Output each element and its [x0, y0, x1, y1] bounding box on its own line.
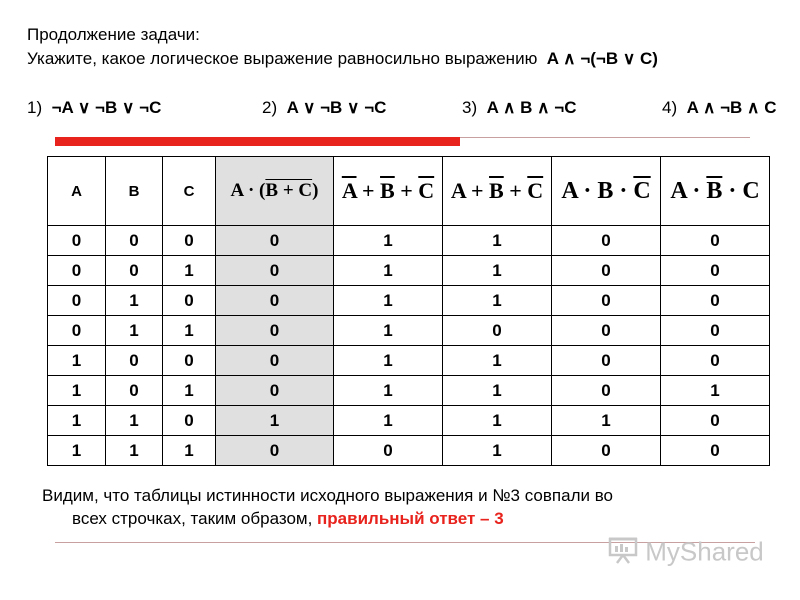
table-cell: 1	[334, 256, 443, 286]
table-cell: 0	[216, 376, 334, 406]
answer-options	[27, 98, 797, 120]
table-cell: 1	[48, 346, 106, 376]
table-cell: 1	[443, 256, 552, 286]
table-cell: 1	[163, 316, 216, 346]
table-row	[48, 286, 770, 316]
table-cell: 0	[48, 226, 106, 256]
header-expr-5: $A \cdot \overline{B} \cdot C$	[661, 157, 770, 226]
table-cell: 0	[106, 376, 163, 406]
truth-table	[47, 156, 770, 466]
table-cell: 1	[334, 286, 443, 316]
option-2-number: 2)	[262, 98, 278, 117]
option-3	[462, 98, 576, 118]
table-cell: 0	[216, 256, 334, 286]
table-cell: 0	[552, 286, 661, 316]
option-1	[27, 98, 161, 118]
header-expr-1: A · (B + C)	[216, 157, 334, 226]
header-expr-3: $A + \overline{B} + \overline{C}$	[443, 157, 552, 226]
table-cell: 0	[106, 256, 163, 286]
header-c: C	[163, 157, 216, 226]
table-cell: 0	[552, 226, 661, 256]
table-cell: 1	[48, 436, 106, 466]
option-3-number: 3)	[462, 98, 478, 117]
question-text	[27, 48, 658, 70]
table-cell: 1	[443, 376, 552, 406]
table-row	[48, 256, 770, 286]
table-cell: 1	[48, 376, 106, 406]
table-cell: 0	[216, 346, 334, 376]
conclusion-text	[42, 484, 613, 530]
table-cell: 1	[443, 436, 552, 466]
table-cell: 0	[106, 226, 163, 256]
table-row	[48, 316, 770, 346]
header-b: B	[106, 157, 163, 226]
table-cell: 0	[163, 226, 216, 256]
table-cell: 0	[334, 436, 443, 466]
option-4-number: 4)	[662, 98, 678, 117]
table-cell: 0	[216, 436, 334, 466]
table-cell: 0	[661, 286, 770, 316]
table-cell: 0	[216, 286, 334, 316]
table-cell: 1	[106, 436, 163, 466]
table-cell: 0	[552, 316, 661, 346]
table-cell: 1	[106, 286, 163, 316]
table-cell: 1	[163, 436, 216, 466]
table-header-row	[48, 157, 770, 226]
table-cell: 0	[48, 286, 106, 316]
table-cell: 1	[106, 316, 163, 346]
table-cell: 0	[216, 226, 334, 256]
table-cell: 0	[661, 256, 770, 286]
table-cell: 0	[661, 346, 770, 376]
option-4-expr: A ∧ ¬B ∧ C	[686, 98, 777, 117]
table-row	[48, 226, 770, 256]
table-cell: 1	[48, 406, 106, 436]
table-cell: 0	[443, 316, 552, 346]
option-2	[262, 98, 386, 118]
header-a: A	[48, 157, 106, 226]
table-cell: 0	[216, 316, 334, 346]
table-cell: 1	[443, 406, 552, 436]
option-3-expr: A ∧ B ∧ ¬C	[486, 98, 577, 117]
table-cell: 1	[334, 346, 443, 376]
header-expr-2: $\overline{A} + \overline{B} + \overline{C}$	[334, 157, 443, 226]
table-cell: 1	[163, 376, 216, 406]
table-row	[48, 406, 770, 436]
table-cell: 1	[443, 226, 552, 256]
conclusion-line-1: Видим, что таблицы истинности исходного выражения и №3 совпали во	[42, 486, 614, 505]
table-cell: 0	[661, 406, 770, 436]
question-label: Укажите, какое логическое выражение равносильно выражению	[27, 49, 538, 68]
table-cell: 1	[661, 376, 770, 406]
option-2-expr: A ∨ ¬B ∨ ¬C	[286, 98, 387, 117]
table-cell: 0	[48, 316, 106, 346]
table-cell: 1	[334, 316, 443, 346]
table-cell: 1	[216, 406, 334, 436]
table-row	[48, 346, 770, 376]
table-cell: 1	[334, 226, 443, 256]
table-cell: 1	[552, 406, 661, 436]
table-cell: 0	[163, 286, 216, 316]
table-cell: 0	[661, 226, 770, 256]
table-cell: 0	[552, 376, 661, 406]
option-4	[662, 98, 776, 118]
table-cell: 1	[106, 406, 163, 436]
table-row	[48, 436, 770, 466]
accent-bar	[55, 137, 460, 146]
option-1-expr: ¬A ∨ ¬B ∨ ¬C	[51, 98, 162, 117]
header-expr-4: $A \cdot B \cdot \overline{C}$	[552, 157, 661, 226]
table-cell: 0	[163, 406, 216, 436]
option-1-number: 1)	[27, 98, 43, 117]
slide-title: Продолжение задачи:	[27, 25, 200, 44]
table-cell: 0	[552, 346, 661, 376]
table-cell: 0	[106, 346, 163, 376]
table-cell: 1	[443, 286, 552, 316]
table-row	[48, 376, 770, 406]
question-expression: A ∧ ¬(¬B ∨ C)	[546, 49, 658, 68]
table-cell: 0	[48, 256, 106, 286]
answer-highlight: правильный ответ – 3	[317, 509, 504, 528]
watermark-text: MyShared	[645, 536, 764, 567]
table-cell: 0	[163, 346, 216, 376]
table-cell: 1	[443, 346, 552, 376]
conclusion-line-2	[42, 507, 613, 530]
table-cell: 0	[552, 436, 661, 466]
table-cell: 0	[661, 436, 770, 466]
conclusion-line-2-text: всех строчках, таким образом,	[72, 509, 318, 528]
table-cell: 0	[661, 316, 770, 346]
presentation-icon	[608, 536, 638, 571]
watermark	[608, 536, 764, 571]
table-cell: 1	[163, 256, 216, 286]
table-cell: 0	[552, 256, 661, 286]
table-cell: 1	[334, 376, 443, 406]
table-cell: 1	[334, 406, 443, 436]
